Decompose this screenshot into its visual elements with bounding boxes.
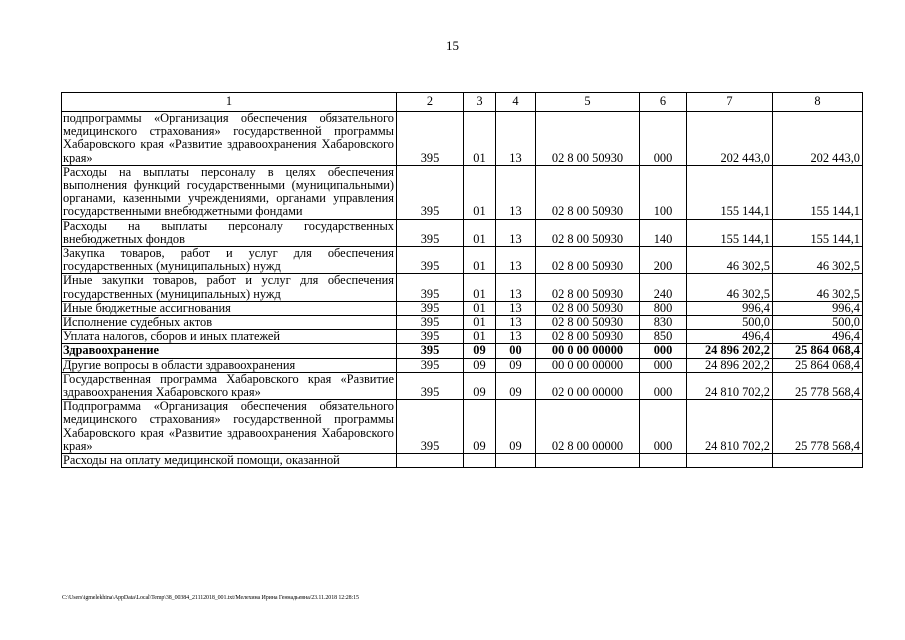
cell-name: Здравоохранение [62,344,397,358]
cell-amount-year-1: 24 896 202,2 [687,358,773,372]
cell-name: Иные закупки товаров, работ и услуг для обеспечения государственных (муниципальных) нужд [62,274,397,301]
cell-name: Иные бюджетные ассигнования [62,301,397,315]
cell-target-article: 02 0 00 00000 [536,372,640,399]
cell-amount-year-1: 996,4 [687,301,773,315]
cell-amount-year-2: 25 778 568,4 [773,400,863,454]
cell-ministry-code: 395 [397,219,464,246]
cell-subsection-code [496,454,536,468]
cell-amount-year-1: 155 144,1 [687,219,773,246]
header-col-7: 7 [687,93,773,112]
table-row [62,165,863,219]
cell-ministry-code: 395 [397,301,464,315]
cell-name: подпрограммы «Организация обеспечения обязательного медицинского страхования» государственной программы Хабаровского края «Развитие здравоохранения Хабаровского края» [62,112,397,166]
cell-name: Другие вопросы в области здравоохранения [62,358,397,372]
table-row [62,358,863,372]
cell-amount-year-1: 46 302,5 [687,247,773,274]
header-col-1: 1 [62,93,397,112]
cell-amount-year-2 [773,454,863,468]
cell-target-article: 02 8 00 50930 [536,112,640,166]
cell-section-code: 01 [464,274,496,301]
table-row [62,219,863,246]
cell-amount-year-1: 500,0 [687,316,773,330]
cell-target-article: 02 8 00 50930 [536,274,640,301]
cell-subsection-code: 13 [496,274,536,301]
cell-amount-year-1: 24 810 702,2 [687,400,773,454]
cell-ministry-code: 395 [397,165,464,219]
cell-expense-type: 000 [640,358,687,372]
cell-amount-year-2: 500,0 [773,316,863,330]
cell-name: Исполнение судебных актов [62,316,397,330]
cell-subsection-code: 13 [496,330,536,344]
cell-target-article: 02 8 00 50930 [536,165,640,219]
cell-expense-type: 000 [640,400,687,454]
cell-amount-year-1: 202 443,0 [687,112,773,166]
cell-expense-type: 800 [640,301,687,315]
cell-subsection-code: 13 [496,112,536,166]
cell-amount-year-2: 155 144,1 [773,219,863,246]
cell-amount-year-1: 496,4 [687,330,773,344]
table-row [62,400,863,454]
cell-name: Государственная программа Хабаровского края «Развитие здравоохранения Хабаровского края» [62,372,397,399]
cell-expense-type [640,454,687,468]
cell-ministry-code: 395 [397,358,464,372]
cell-section-code: 01 [464,112,496,166]
cell-expense-type: 140 [640,219,687,246]
cell-ministry-code: 395 [397,316,464,330]
cell-amount-year-2: 155 144,1 [773,165,863,219]
cell-target-article: 02 8 00 50930 [536,219,640,246]
cell-target-article: 02 8 00 50930 [536,247,640,274]
cell-amount-year-2: 25 864 068,4 [773,358,863,372]
cell-ministry-code: 395 [397,400,464,454]
cell-name: Подпрограмма «Организация обеспечения обязательного медицинского страхования» государственной программы Хабаровского края «Развитие здравоохранения Хабаровского края» [62,400,397,454]
cell-amount-year-1: 24 896 202,2 [687,344,773,358]
cell-section-code: 01 [464,330,496,344]
cell-ministry-code: 395 [397,372,464,399]
table-row [62,112,863,166]
cell-section-code: 09 [464,344,496,358]
budget-table [61,92,863,468]
header-col-3: 3 [464,93,496,112]
cell-subsection-code: 13 [496,247,536,274]
cell-expense-type: 000 [640,372,687,399]
header-col-8: 8 [773,93,863,112]
cell-name: Уплата налогов, сборов и иных платежей [62,330,397,344]
table-row [62,316,863,330]
cell-section-code: 01 [464,301,496,315]
cell-amount-year-1: 155 144,1 [687,165,773,219]
cell-name: Расходы на выплаты персоналу государственных внебюджетных фондов [62,219,397,246]
cell-ministry-code: 395 [397,330,464,344]
cell-section-code: 01 [464,316,496,330]
cell-target-article: 02 8 00 50930 [536,330,640,344]
cell-target-article: 02 8 00 00000 [536,400,640,454]
cell-target-article: 02 8 00 50930 [536,301,640,315]
cell-expense-type: 240 [640,274,687,301]
cell-target-article: 00 0 00 00000 [536,358,640,372]
table-row [62,301,863,315]
cell-expense-type: 000 [640,112,687,166]
cell-amount-year-1 [687,454,773,468]
cell-expense-type: 830 [640,316,687,330]
cell-section-code: 09 [464,358,496,372]
cell-ministry-code: 395 [397,274,464,301]
table-header-row [62,93,863,112]
cell-name: Закупка товаров, работ и услуг для обеспечения государственных (муниципальных) нужд [62,247,397,274]
cell-target-article: 00 0 00 00000 [536,344,640,358]
cell-subsection-code: 13 [496,316,536,330]
cell-subsection-code: 13 [496,165,536,219]
cell-ministry-code [397,454,464,468]
cell-section-code [464,454,496,468]
header-col-2: 2 [397,93,464,112]
cell-amount-year-2: 25 778 568,4 [773,372,863,399]
cell-amount-year-2: 46 302,5 [773,247,863,274]
cell-amount-year-1: 46 302,5 [687,274,773,301]
cell-subsection-code: 13 [496,301,536,315]
table-row [62,247,863,274]
cell-target-article: 02 8 00 50930 [536,316,640,330]
cell-expense-type: 850 [640,330,687,344]
cell-subsection-code: 09 [496,358,536,372]
cell-amount-year-2: 202 443,0 [773,112,863,166]
cell-amount-year-2: 996,4 [773,301,863,315]
cell-ministry-code: 395 [397,112,464,166]
cell-target-article [536,454,640,468]
header-col-6: 6 [640,93,687,112]
cell-subsection-code: 13 [496,219,536,246]
cell-name: Расходы на выплаты персоналу в целях обеспечения выполнения функций государственными (муниципальными) органами, казенными учреждениями, органами управления государственными внебюджетными фондами [62,165,397,219]
cell-expense-type: 100 [640,165,687,219]
table-row [62,454,863,468]
cell-ministry-code: 395 [397,344,464,358]
table-row [62,344,863,358]
table-row [62,274,863,301]
table-body [62,112,863,468]
table-row [62,330,863,344]
cell-expense-type: 200 [640,247,687,274]
cell-subsection-code: 00 [496,344,536,358]
cell-subsection-code: 09 [496,400,536,454]
cell-subsection-code: 09 [496,372,536,399]
cell-expense-type: 000 [640,344,687,358]
footer-file-path: C:\Users\igmelekhina\AppData\Local\Temp\38_00384_21112018_001.txt/Мелехина Ирина Геннадьевна/23.11.2018 12:28:15 [62,595,359,601]
cell-section-code: 09 [464,400,496,454]
header-col-4: 4 [496,93,536,112]
page-number: 15 [446,38,459,53]
cell-section-code: 01 [464,247,496,274]
cell-section-code: 01 [464,165,496,219]
header-col-5: 5 [536,93,640,112]
cell-section-code: 01 [464,219,496,246]
cell-amount-year-2: 496,4 [773,330,863,344]
cell-amount-year-1: 24 810 702,2 [687,372,773,399]
cell-ministry-code: 395 [397,247,464,274]
cell-amount-year-2: 25 864 068,4 [773,344,863,358]
cell-section-code: 09 [464,372,496,399]
table-row [62,372,863,399]
cell-name: Расходы на оплату медицинской помощи, оказанной [62,454,397,468]
cell-amount-year-2: 46 302,5 [773,274,863,301]
